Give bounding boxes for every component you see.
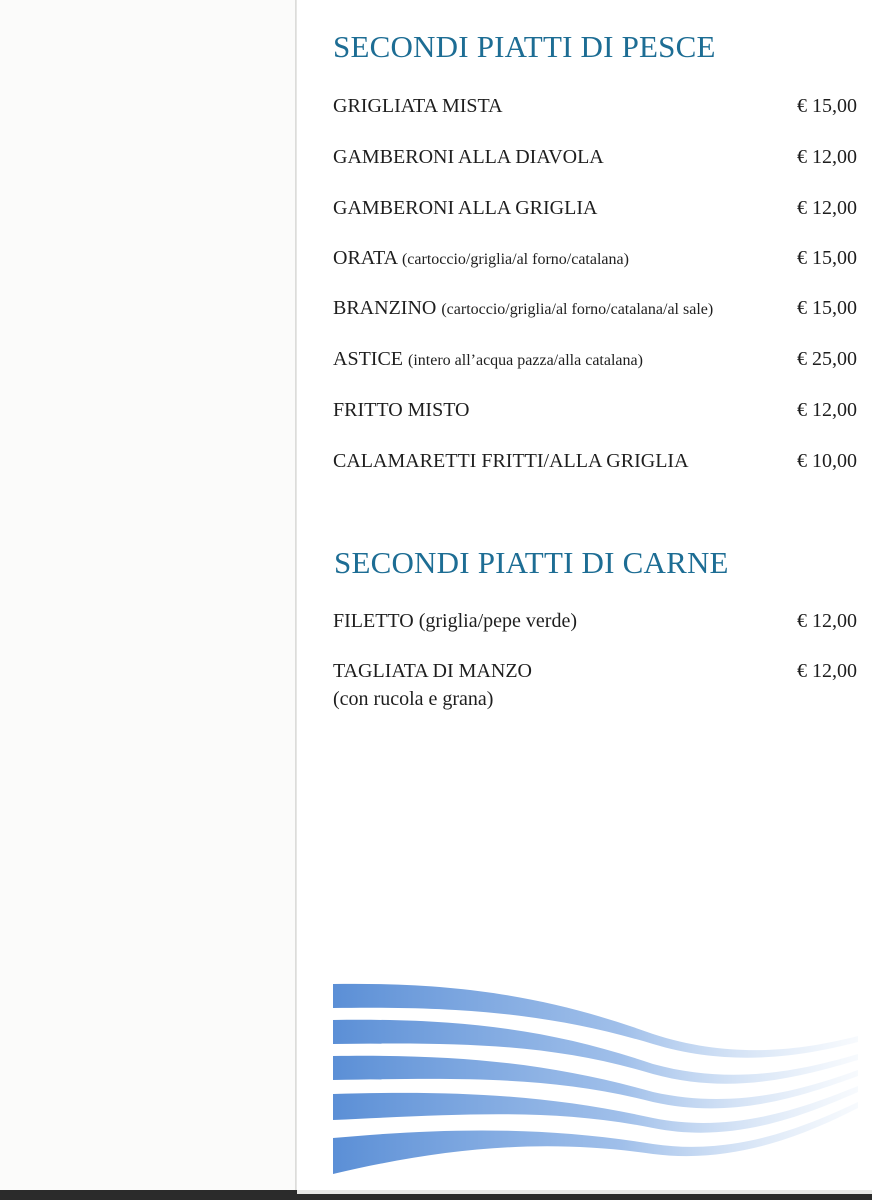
item-name [333, 95, 503, 118]
section-title-meat: SECONDI PIATTI DI CARNE [334, 545, 729, 580]
left-page-panel [0, 0, 296, 1190]
menu-item [333, 297, 857, 327]
item-name-text: ORATA [333, 247, 397, 269]
item-price: € 15,00 [797, 297, 857, 319]
menu-item [333, 348, 857, 378]
item-note: (cartoccio/griglia/al forno/catalana/al sale) [441, 301, 714, 318]
item-name-text: CALAMARETTI FRITTI/ALLA GRIGLIA [333, 450, 689, 472]
section-title-fish: SECONDI PIATTI DI PESCE [333, 29, 716, 64]
item-name: FILETTO (griglia/pepe verde) [333, 610, 577, 632]
item-name [333, 348, 643, 371]
item-name-text: GRIGLIATA MISTA [333, 95, 503, 117]
item-name-text: GAMBERONI ALLA GRIGLIA [333, 197, 598, 219]
item-name [333, 399, 470, 422]
item-note: (con rucola e grana) [333, 688, 494, 710]
item-name: TAGLIATA DI MANZO [333, 660, 532, 682]
item-price: € 25,00 [797, 348, 857, 370]
item-name [333, 146, 604, 169]
item-note: (intero all’acqua pazza/alla catalana) [408, 352, 643, 369]
item-name [333, 297, 713, 320]
page-bottom-edge [297, 1190, 872, 1194]
item-name [333, 450, 689, 473]
decorative-wave-graphic [333, 978, 858, 1178]
menu-item [333, 610, 857, 640]
item-name-text: FRITTO MISTO [333, 399, 470, 421]
item-price: € 12,00 [797, 197, 857, 219]
menu-item [333, 450, 857, 480]
item-price: € 10,00 [797, 450, 857, 472]
menu-item [333, 95, 857, 125]
item-name-text: BRANZINO [333, 297, 437, 319]
item-price: € 15,00 [797, 95, 857, 117]
item-name [333, 197, 597, 220]
menu-item [333, 660, 857, 718]
item-price: € 12,00 [797, 660, 857, 682]
menu-item [333, 197, 857, 227]
menu-item [333, 399, 857, 429]
menu-item [333, 247, 857, 277]
item-name-text: ASTICE [333, 348, 403, 370]
item-price: € 12,00 [797, 610, 857, 632]
menu-item [333, 146, 857, 176]
item-name-text: GAMBERONI ALLA DIAVOLA [333, 146, 604, 168]
item-note: (cartoccio/griglia/al forno/catalana) [401, 251, 629, 268]
item-price: € 12,00 [797, 146, 857, 168]
item-price: € 12,00 [797, 399, 857, 421]
item-price: € 15,00 [797, 247, 857, 269]
item-name [333, 247, 629, 270]
